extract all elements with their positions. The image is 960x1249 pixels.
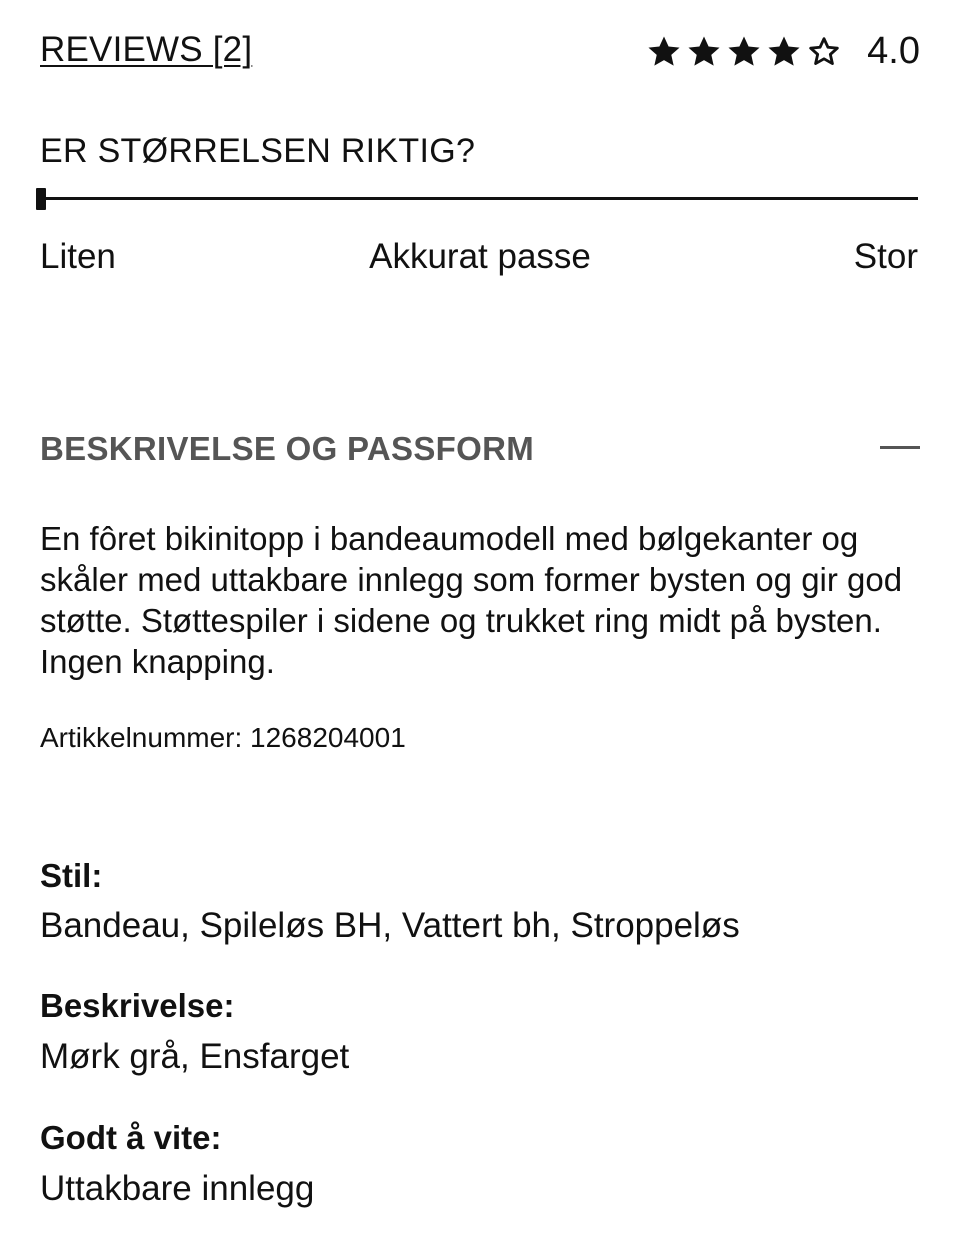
rating-value: 4.0 [867, 30, 920, 72]
minus-icon [880, 446, 920, 449]
size-label-large: Stor [853, 237, 918, 276]
size-label-true-to-size: Akkurat passe [369, 237, 591, 276]
star-empty-icon [805, 33, 843, 71]
star-filled-icon [645, 33, 683, 71]
attribute-label-good-to-know: Godt å vite: [40, 1119, 222, 1156]
section-title-description-fit: BESKRIVELSE OG PASSFORM [40, 430, 535, 467]
attribute-value-good-to-know: Uttakbare innlegg [40, 1169, 315, 1208]
attribute-value-description: Mørk grå, Ensfarget [40, 1037, 350, 1076]
size-fit-track [40, 197, 918, 200]
size-fit-question: ER STØRRELSEN RIKTIG? [40, 132, 476, 170]
star-rating [645, 30, 843, 74]
star-filled-icon [685, 33, 723, 71]
size-fit-marker [36, 188, 46, 210]
reviews-link[interactable]: REVIEWS [2] [40, 30, 253, 69]
product-description: En fôret bikinitopp i bandeaumodell med bølgekanter og skåler med uttakbare innlegg som former bysten og gir god støtte. Støttespiler i sidene og trukket ring midt på bysten. Ingen knapping. [40, 520, 903, 680]
attribute-value-style: Bandeau, Spileløs BH, Vattert bh, Stroppeløs [40, 906, 740, 945]
size-label-small: Liten [40, 237, 116, 276]
attribute-label-style: Stil: [40, 857, 103, 894]
attribute-label-description: Beskrivelse: [40, 987, 235, 1024]
article-number: Artikkelnummer: 1268204001 [40, 722, 406, 753]
collapse-toggle-button[interactable] [878, 432, 922, 466]
star-filled-icon [765, 33, 803, 71]
star-filled-icon [725, 33, 763, 71]
